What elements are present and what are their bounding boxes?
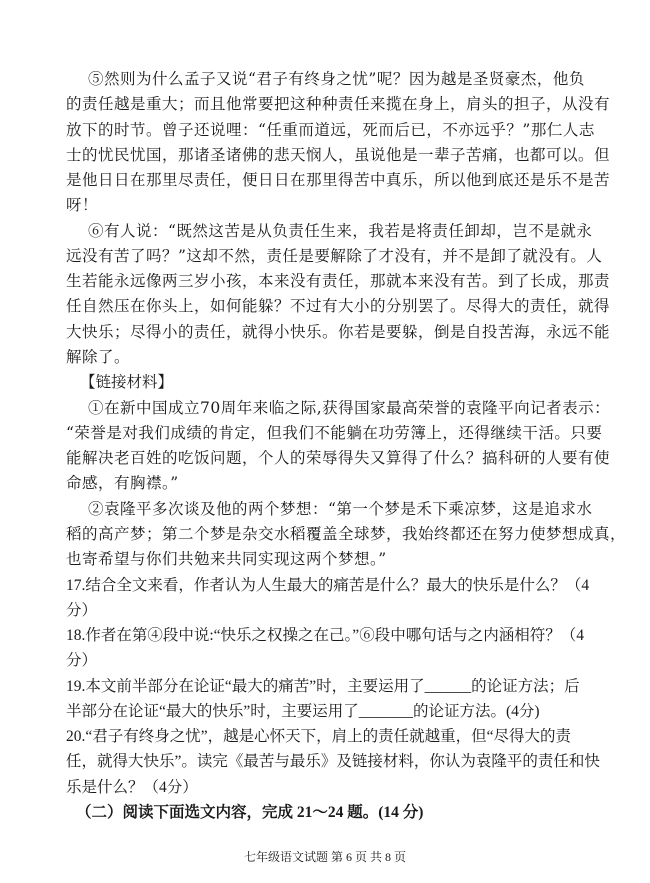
text-materials-item1-1: “荣誉是对我们成绩的肯定，但我们不能躺在功劳簿上，还得继续干活。只要	[66, 423, 603, 442]
text-questions-q20-1: 任，就得大快乐”。读完《最苦与最乐》及链接材料，你认为袁隆平的责任和快	[66, 753, 600, 771]
text-questions-q18-0: 18.作者在第④段中说:“快乐之权操之在己。”⑥段中哪句话与之内涵相符？（4	[66, 627, 584, 645]
text-materials-item2-1: 稻的高产梦；第二个梦是杂交水稻覆盖全球梦，我始终都还在努力使梦想成真，	[66, 524, 627, 543]
text-questions-q19-0: 19.本文前半部分在论证“最大的痛苦”时，主要运用了______的论证方法；后	[66, 677, 580, 695]
text-questions-q20-0: 20.“君子有终身之忧”，越是心怀天下，肩上的责任就越重，但“尽得大的责	[66, 728, 572, 746]
text-passage-para5-0: ⑤然则为什么孟子又说“君子有终身之忧”呢？因为越是圣贤豪杰，他负	[88, 70, 585, 88]
text-section2-title: （二）阅读下面选文内容，完成 21～24 题。(14 分)	[76, 804, 424, 821]
text-passage-para6-2: 生若能永远像两三岁小孩，本来没有责任，那就本来没有苦。到了长成，那责	[66, 272, 611, 291]
text-passage-para6-0: ⑥有人说：“既然这苦是从负责任生来，我若是将责任卸却，岂不是就永	[88, 221, 593, 240]
text-questions-q17-0: 17.结合全文来看，作者认为人生最大的痛苦是什么？最大的快乐是什么？（4	[66, 576, 590, 594]
text-materials-item1-3: 命感，有胸襟。”	[66, 474, 179, 493]
text-questions-q18-1: 分）	[66, 652, 98, 670]
text-materials-item1-2: 能解决老百姓的吃饭问题，个人的荣辱得失又算得了什么？搞科研的人要有使	[66, 449, 611, 468]
text-questions-q20-2: 乐是什么？（4分）	[66, 778, 198, 796]
text-passage-para5-3: 士的忧民忧国，那诸圣诸佛的悲天悯人，虽说他是一辈子苦痛，也都可以。但	[66, 145, 611, 164]
text-passage-para6-5: 解除了。	[66, 348, 131, 367]
text-materials-item2-2: 也寄希望与你们共勉来共同实现这两个梦想。”	[66, 550, 387, 569]
text-passage-para5-5: 呀！	[66, 196, 99, 215]
text-passage-para6-1: 远没有苦了吗？”这却不然，责任是要解除了才没有，并不是卸了就没有。人	[66, 246, 603, 265]
text-passage-para5-1: 的责任越是重大；而且他常要把这种种责任来揽在身上，肩头的担子，从没有	[66, 95, 611, 114]
page-footer: 七年级语文试题 第 6 页 共 8 页	[243, 850, 406, 864]
text-questions-q19-1: 半部分在论证“最大的快乐”时，主要运用了_______的论证方法。(4分)	[66, 702, 540, 720]
text-passage-para6-3: 任自然压在你头上，如何能躲？不过有大小的分别罢了。尽得大的责任，就得	[66, 297, 611, 316]
text-passage-para5-4: 是他日日在那里尽责任，便日日在那里得苦中真乐，所以他到底还是乐不是苦	[66, 171, 611, 190]
text-materials-item2-0: ②袁隆平多次谈及他的两个梦想：“第一个梦是禾下乘凉梦，这是追求水	[88, 499, 593, 518]
text-questions-q17-1: 分）	[66, 601, 98, 619]
text-materials-item1-0: ①在新中国成立70周年来临之际,获得国家最高荣誉的袁隆平向记者表示：	[88, 398, 611, 417]
text-passage-para5-2: 放下的时节。曾子还说哩：“任重而道远，死而后已，不亦远乎？”那仁人志	[66, 120, 595, 139]
text-passage-para6-4: 大快乐；尽得小的责任，就得小快乐。你若是要躲，倒是自投苦海，永远不能	[66, 322, 611, 341]
text-materials-heading: 【链接材料】	[80, 374, 174, 392]
